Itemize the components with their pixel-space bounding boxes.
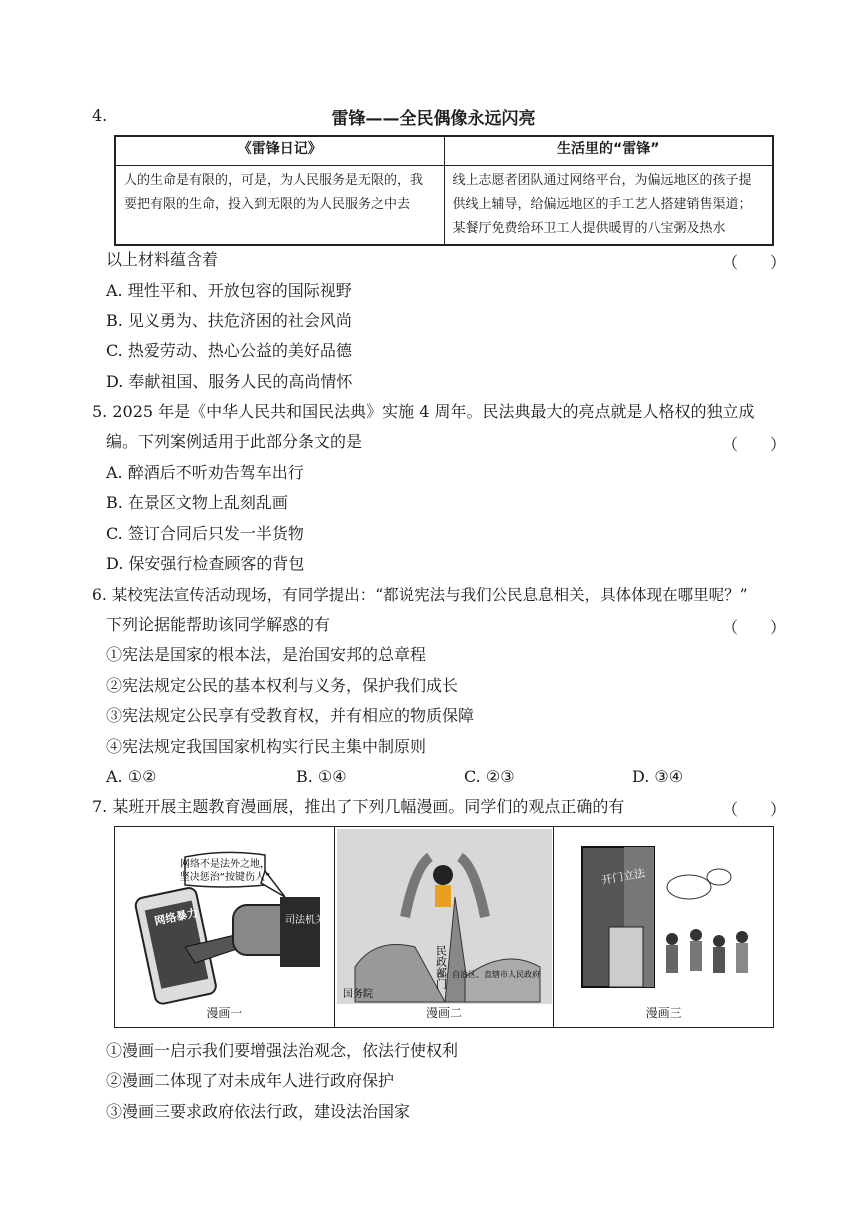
q5-answer-paren[interactable]: （ ） [722,435,787,454]
q4-option-b[interactable]: B. 见义勇为、扶危济困的社会风尚 [106,311,352,330]
q4-table-header-left: 《雷锋日记》 [115,136,444,166]
comic-panel-2 [335,827,555,1027]
q6-choice-a[interactable]: A. ①② [106,767,157,786]
q6-stem-line2: 下列论据能帮助该同学解惑的有 [106,615,331,634]
q6-item-2: ②宪法规定公民的基本权利与义务，保护我们成长 [106,676,459,695]
comic-2-label-civil-affairs: 民政部门 [434,945,448,989]
q7-item-3: ③漫画三要求政府依法行政，建设法治国家 [106,1102,411,1121]
q7-answer-paren[interactable]: （ ） [722,800,787,819]
comic-2-caption: 漫画二 [426,1006,463,1020]
comic-panel-1 [115,827,335,1027]
q4-stem: 以上材料蕴含着 [106,250,219,269]
comic-2-label-state-council: 国务院 [342,989,373,1000]
q6-item-3: ③宪法规定公民享有受教育权，并有相应的物质保障 [106,706,475,725]
q5-stem-line1: 5. 2025 年是《中华人民共和国民法典》实施 4 周年。民法典最大的亮点就是人格权的独立成 [92,402,755,421]
q4-table-cell-left: 人的生命是有限的，可是，为人民服务是无限的，我要把有限的生命，投入到无限的为人民服务之中去 [115,166,444,246]
q5-option-b[interactable]: B. 在景区文物上乱刻乱画 [106,493,288,512]
comic-1-label-violence: 网络暴力 [153,906,200,929]
q6-choice-c[interactable]: C. ②③ [464,767,515,786]
q7-item-1: ①漫画一启示我们要增强法治观念，依法行使权利 [106,1041,459,1060]
q6-choice-d[interactable]: D. ③④ [632,767,684,786]
comic-panel-3 [554,827,773,1027]
q6-choice-b[interactable]: B. ①④ [296,767,347,786]
q4-option-a[interactable]: A. 理性平和、开放包容的国际视野 [106,281,352,300]
comic-1-illustration [115,827,334,1027]
q7-stem: 7. 某班开展主题教育漫画展，推出了下列几幅漫画。同学们的观点正确的有 [92,797,625,816]
q4-option-c[interactable]: C. 热爱劳动、热心公益的美好品德 [106,341,352,360]
q4-table-cell-right: 线上志愿者团队通过网络平台，为偏远地区的孩子提供线上辅导，给偏远地区的手工艺人搭建销售渠道；某餐厅免费给环卫工人提供暖胃的八宝粥及热水 [444,166,773,246]
q4-table-header-right: 生活里的“雷锋” [444,136,773,166]
comic-3-caption: 漫画三 [645,1006,682,1020]
comic-3-label-open-legislation: 开门立法 [600,866,647,888]
comic-1-caption: 漫画一 [206,1006,243,1020]
q4-number: 4. [92,106,108,125]
q5-stem-line2: 编。下列案例适用于此部分条文的是 [106,432,363,451]
comic-2-illustration [335,827,554,1027]
comic-2-label-provincial-gov: 省、自治区、直辖市人民政府 [435,970,540,979]
q6-answer-paren[interactable]: （ ） [722,618,787,637]
comic-3-illustration [554,827,773,1027]
q7-item-2: ②漫画二体现了对未成年人进行政府保护 [106,1071,395,1090]
q5-option-a[interactable]: A. 醉酒后不听劝告驾车出行 [106,463,304,482]
comic-1-label-judicial: 司法机关 [285,915,325,926]
comic-1-bubble-line2: 坚决惩治“按键伤人” [179,872,271,883]
q7-comic-strip [114,826,774,1028]
q4-material-table [114,135,774,246]
q6-item-4: ④宪法规定我国国家机构实行民主集中制原则 [106,737,427,756]
comic-1-bubble-line1: 网络不是法外之地， [180,859,270,870]
q6-stem-line1: 6. 某校宪法宣传活动现场，有同学提出：“都说宪法与我们公民息息相关，具体体现在哪里呢？” [92,586,748,604]
q6-item-1: ①宪法是国家的根本法，是治国安邦的总章程 [106,645,427,664]
q5-option-c[interactable]: C. 签订合同后只发一半货物 [106,524,304,543]
q4-option-d[interactable]: D. 奉献祖国、服务人民的高尚情怀 [106,372,353,391]
q4-title: 雷锋——全民偶像永远闪亮 [331,109,536,129]
q4-answer-paren[interactable]: （ ） [722,253,787,272]
q5-option-d[interactable]: D. 保安强行检查顾客的背包 [106,554,305,573]
